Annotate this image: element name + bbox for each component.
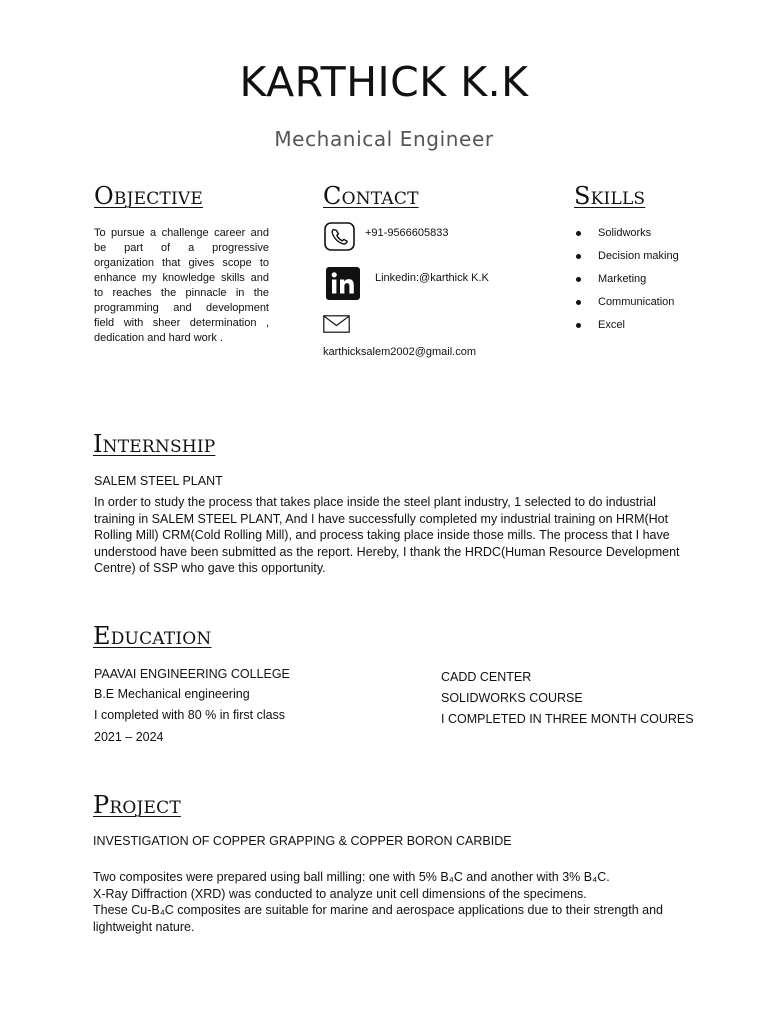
contact-phone[interactable]: +91-9566605833 [365,227,449,239]
cadd-result: I COMPLETED IN THREE MONTH COURES [441,712,694,726]
skill-item: Solidworks [575,226,679,249]
cadd-course: SOLIDWORKS COURSE [441,691,583,705]
project-title: INVESTIGATION OF COPPER GRAPPING & COPPER BORON CARBIDE [93,834,512,848]
skill-item: Decision making [575,249,679,272]
skill-item: Excel [575,318,679,341]
phone-icon [324,222,355,256]
contact-email[interactable]: karthicksalem2002@gmail.com [323,346,477,358]
education-cadd-block [441,670,694,726]
skills-list [575,226,679,341]
internship-organization: SALEM STEEL PLANT [94,474,223,488]
internship-description: In order to study the process that takes place inside the steel plant industry, 1 selected to do industrial training in SALEM STEEL PLANT, And I have successfully completed my industrial training on HRM(Hot Rolling Mill) CRM(Cold Rolling Mill), and process taking place inside those mills. The process that I have understood have been submitted as the report. Hereby, I thank the HRDC(Human Resource Development Centre) of SSP who gave this opportunity. [94,495,680,575]
education-degree: B.E Mechanical engineering [94,687,250,701]
objective-text: To pursue a challenge career and be part of a progressive organization that gives scope to enhance my knowledge skills and to reaches the pinnacle in the programming and development field with sheer determination , dedication and hard work . [94,227,269,344]
resume-name: KARTHICK K.K [239,58,529,106]
project-line: These Cu-B₄C composites are suitable for marine and aerospace applications due to their strength and lightweight nature. [93,903,664,934]
skills-heading: Skills [574,182,646,210]
education-heading: Education [93,622,212,650]
skill-item: Marketing [575,272,679,295]
objective-heading: Objective [94,182,203,210]
resume-role: Mechanical Engineer [274,127,494,151]
project-line: Two composites were prepared using ball milling: one with 5% B₄C and another with 3% B₄C. [93,870,610,884]
project-description [93,869,693,935]
education-years: 2021 – 2024 [94,730,164,744]
contact-linkedin[interactable]: Linkedin:@karthick K.K [375,272,489,284]
project-line: X-Ray Diffraction (XRD) was conducted to analyze unit cell dimensions of the specimens. [93,886,587,901]
mail-icon [323,315,350,338]
education-college-block [94,667,290,744]
education-result: I completed with 80 % in first class [94,708,286,722]
cadd-center: CADD CENTER [441,670,532,684]
linkedin-icon[interactable] [326,267,360,305]
internship-heading: Internship [93,430,216,458]
skill-item: Communication [575,295,679,318]
education-college: PAAVAI ENGINEERING COLLEGE [94,667,290,681]
project-heading: Project [93,791,181,819]
contact-heading: Contact [323,182,419,210]
